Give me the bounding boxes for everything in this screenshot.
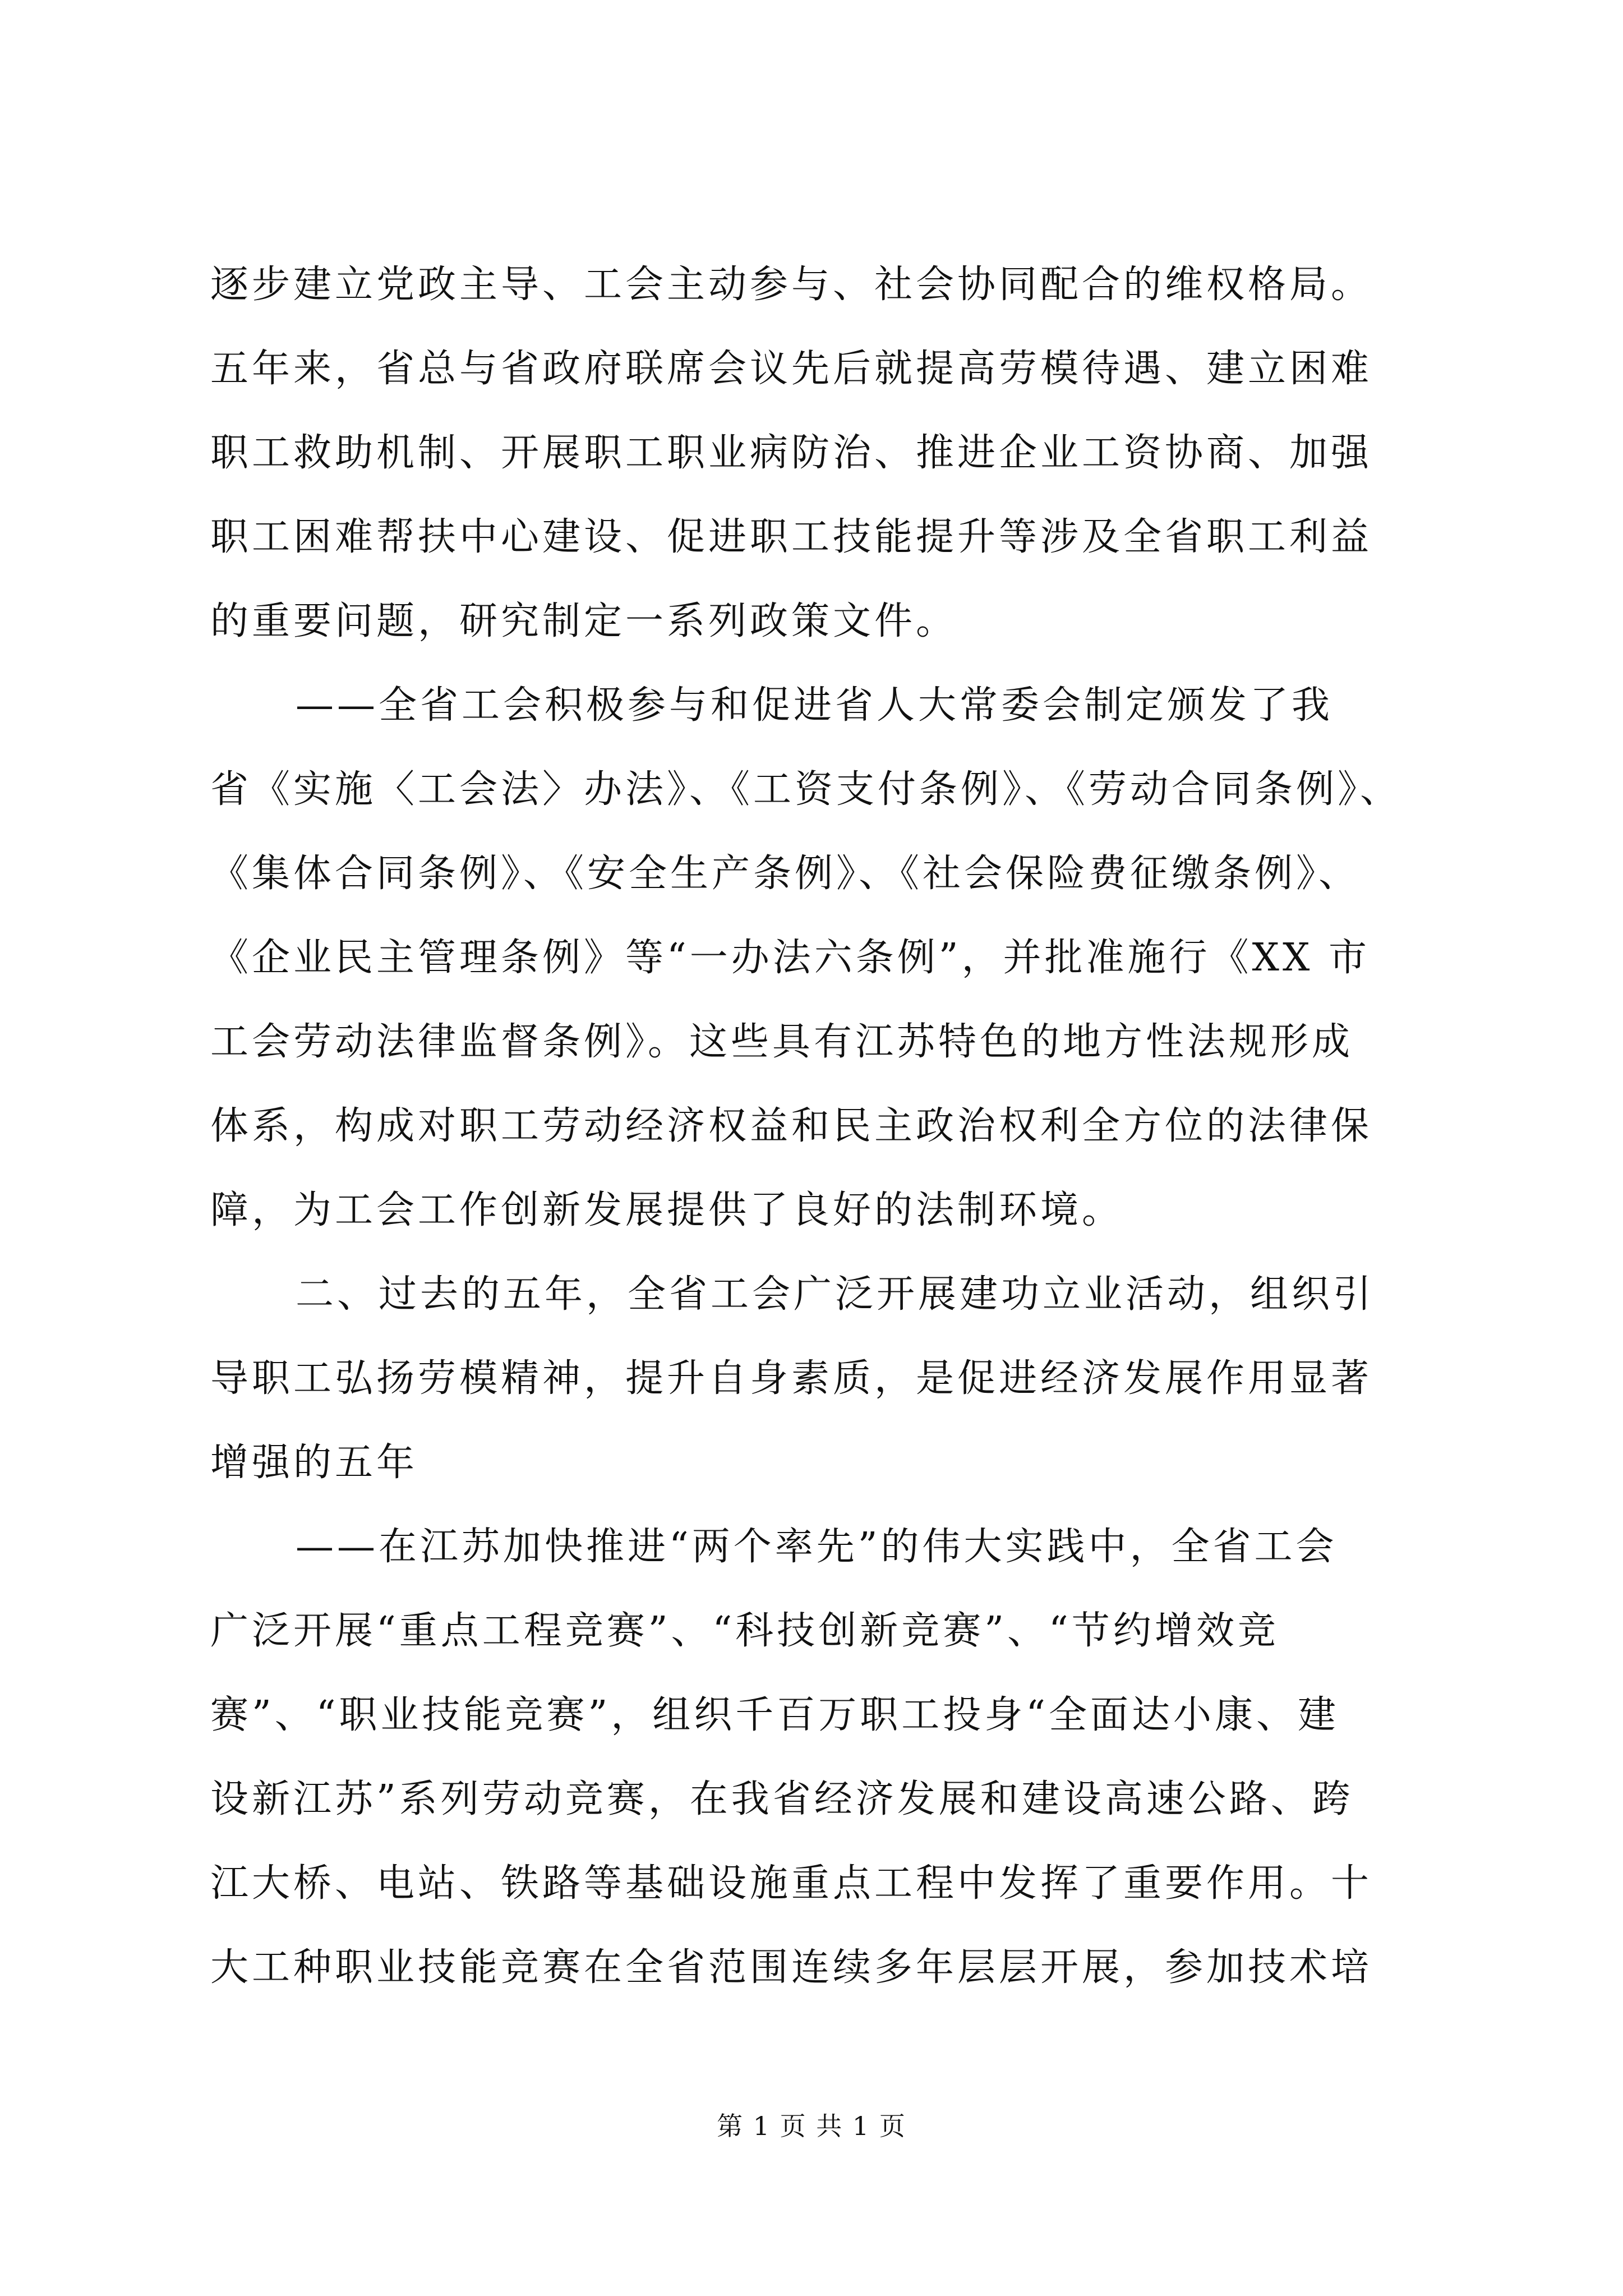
text-line: 《企业民主管理条例》等“一办法六条例”，并批准施行《XX 市 [210,936,1370,980]
text-line: 设新江苏”系列劳动竞赛，在我省经济发展和建设高速公路、跨 [210,1777,1354,1821]
text-line: 的重要问题，研究制定一系列政策文件。 [210,599,958,643]
section-heading-line: 二、过去的五年，全省工会广泛开展建功立业活动，组织引 [296,1272,1375,1317]
text-line: 省《实施〈工会法〉办法》、《工资支付条例》、《劳动合同条例》、 [210,767,1402,812]
text-line: 《集体合同条例》、《安全生产条例》、《社会保险费征缴条例》、 [210,852,1361,896]
text-line: 广泛开展“重点工程竞赛”、“科技创新竞赛”、“节约增效竞 [210,1609,1279,1653]
text-line: 职工困难帮扶中心建设、促进职工技能提升等涉及全省职工利益 [210,515,1373,559]
text-line: 赛”、“职业技能竞赛”，组织千百万职工投身“全面达小康、建 [210,1693,1340,1737]
text-line: 职工救助机制、开展职工职业病防治、推进企业工资协商、加强 [210,431,1373,475]
text-line: 障，为工会工作创新发展提供了良好的法制环境。 [210,1188,1124,1232]
page-number-footer: 第 1 页 共 1 页 [717,2111,906,2141]
section-heading-line: 增强的五年 [210,1441,418,1485]
text-line: 逐步建立党政主导、工会主动参与、社会协同配合的维权格局。 [210,263,1373,307]
text-line: 江大桥、电站、铁路等基础设施重点工程中发挥了重要作用。十 [210,1861,1373,1906]
text-line: 工会劳动法律监督条例》。这些具有江苏特色的地方性法规形成 [210,1020,1354,1064]
text-line: 大工种职业技能竞赛在全省范围连续多年层层开展，参加技术培 [210,1945,1373,1990]
section-heading-line: 导职工弘扬劳模精神，提升自身素质，是促进经济发展作用显著 [210,1356,1373,1401]
text-line: 体系，构成对职工劳动经济权益和民主政治权利全方位的法律保 [210,1104,1373,1148]
paragraph-start-line: ——在江苏加快推进“两个率先”的伟大实践中，全省工会 [296,1525,1338,1569]
paragraph-start-line: ——全省工会积极参与和促进省人大常委会制定颁发了我 [296,683,1334,728]
text-line: 五年来，省总与省政府联席会议先后就提高劳模待遇、建立困难 [210,347,1373,391]
